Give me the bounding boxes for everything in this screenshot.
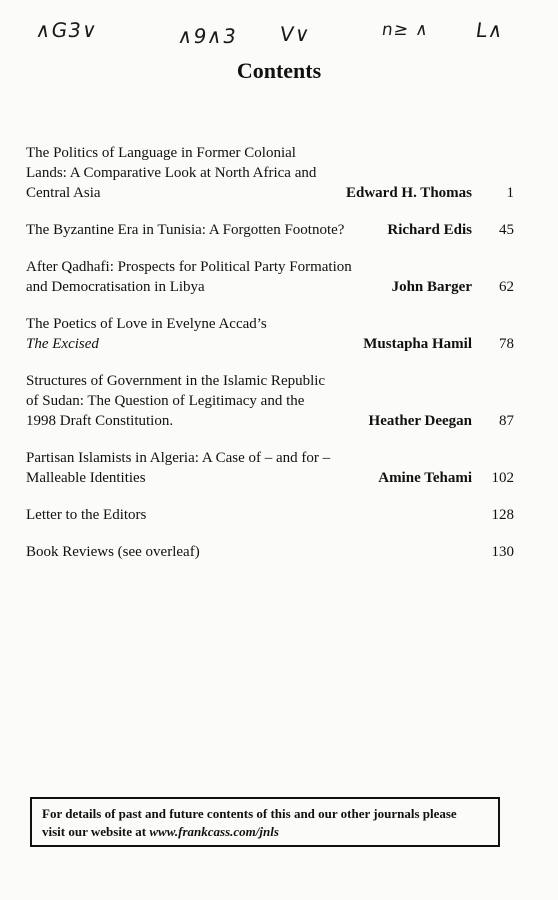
- entry-page: 102: [491, 470, 514, 486]
- entry-title-line: Structures of Government in the Islamic Republic: [26, 373, 326, 389]
- notice-line-2: [42, 823, 488, 841]
- entry-title-line: and Democratisation in Libya: [26, 279, 205, 295]
- entry-title-line: Book Reviews (see overleaf): [26, 544, 200, 560]
- handwritten-mark-5: L∧: [474, 18, 506, 42]
- entry-author: Mustapha Hamil: [363, 336, 472, 352]
- toc-entry-3: [26, 257, 514, 297]
- entry-title-line: The Byzantine Era in Tunisia: A Forgotten Footnote?: [26, 222, 345, 238]
- handwritten-mark-1: ∧G3∨: [34, 18, 100, 42]
- handwritten-mark-3: V∨: [278, 22, 313, 46]
- entry-title-line: The Politics of Language in Former Colonial: [26, 145, 296, 161]
- entry-author: Heather Deegan: [368, 413, 472, 429]
- handwritten-mark-4: n≥ ∧: [380, 20, 431, 40]
- entry-title-line: Central Asia: [26, 185, 101, 201]
- notice-line-1: For details of past and future contents of this and our other journals please: [42, 806, 457, 821]
- entry-author: Richard Edis: [387, 222, 472, 238]
- entry-title-line: Partisan Islamists in Algeria: A Case of – and for –: [26, 450, 331, 466]
- toc-entry-8: [26, 542, 514, 562]
- notice-line-2-text: visit our website at: [42, 824, 150, 839]
- website-notice-box: [30, 797, 500, 847]
- entry-title-line: Lands: A Comparative Look at North Africa and: [26, 165, 317, 181]
- toc-entry-5: [26, 371, 514, 431]
- entry-author: John Barger: [391, 279, 472, 295]
- entry-title-line: 1998 Draft Constitution.: [26, 413, 174, 429]
- entry-author: Edward H. Thomas: [345, 185, 472, 201]
- entry-title-line: The Excised: [26, 336, 99, 352]
- toc-entry-1: [26, 143, 514, 203]
- toc-entry-7: [26, 505, 514, 525]
- toc-entry-4: [26, 314, 514, 354]
- entry-title-line: of Sudan: The Question of Legitimacy and the: [26, 393, 305, 409]
- entry-page: 45: [499, 222, 514, 238]
- table-of-contents: [26, 143, 514, 579]
- entry-page: 1: [506, 185, 514, 201]
- entry-page: 62: [499, 279, 514, 295]
- toc-entry-6: [26, 448, 514, 488]
- entry-page: 78: [499, 336, 514, 352]
- entry-page: 128: [491, 507, 514, 523]
- entry-page: 130: [491, 544, 514, 560]
- page-title: Contents: [236, 58, 322, 83]
- toc-entry-2: [26, 220, 514, 240]
- entry-author: Amine Tehami: [378, 470, 472, 486]
- entry-title-line: After Qadhafi: Prospects for Political Party Formation: [26, 259, 352, 275]
- entry-title-line: Letter to the Editors: [26, 507, 147, 523]
- entry-title-line: Malleable Identities: [26, 470, 146, 486]
- website-link[interactable]: www.frankcass.com/jnls: [149, 824, 279, 839]
- entry-page: 87: [499, 413, 514, 429]
- handwritten-mark-2: ∧9∧3: [176, 24, 239, 48]
- entry-title-line: The Poetics of Love in Evelyne Accad’s: [26, 316, 267, 332]
